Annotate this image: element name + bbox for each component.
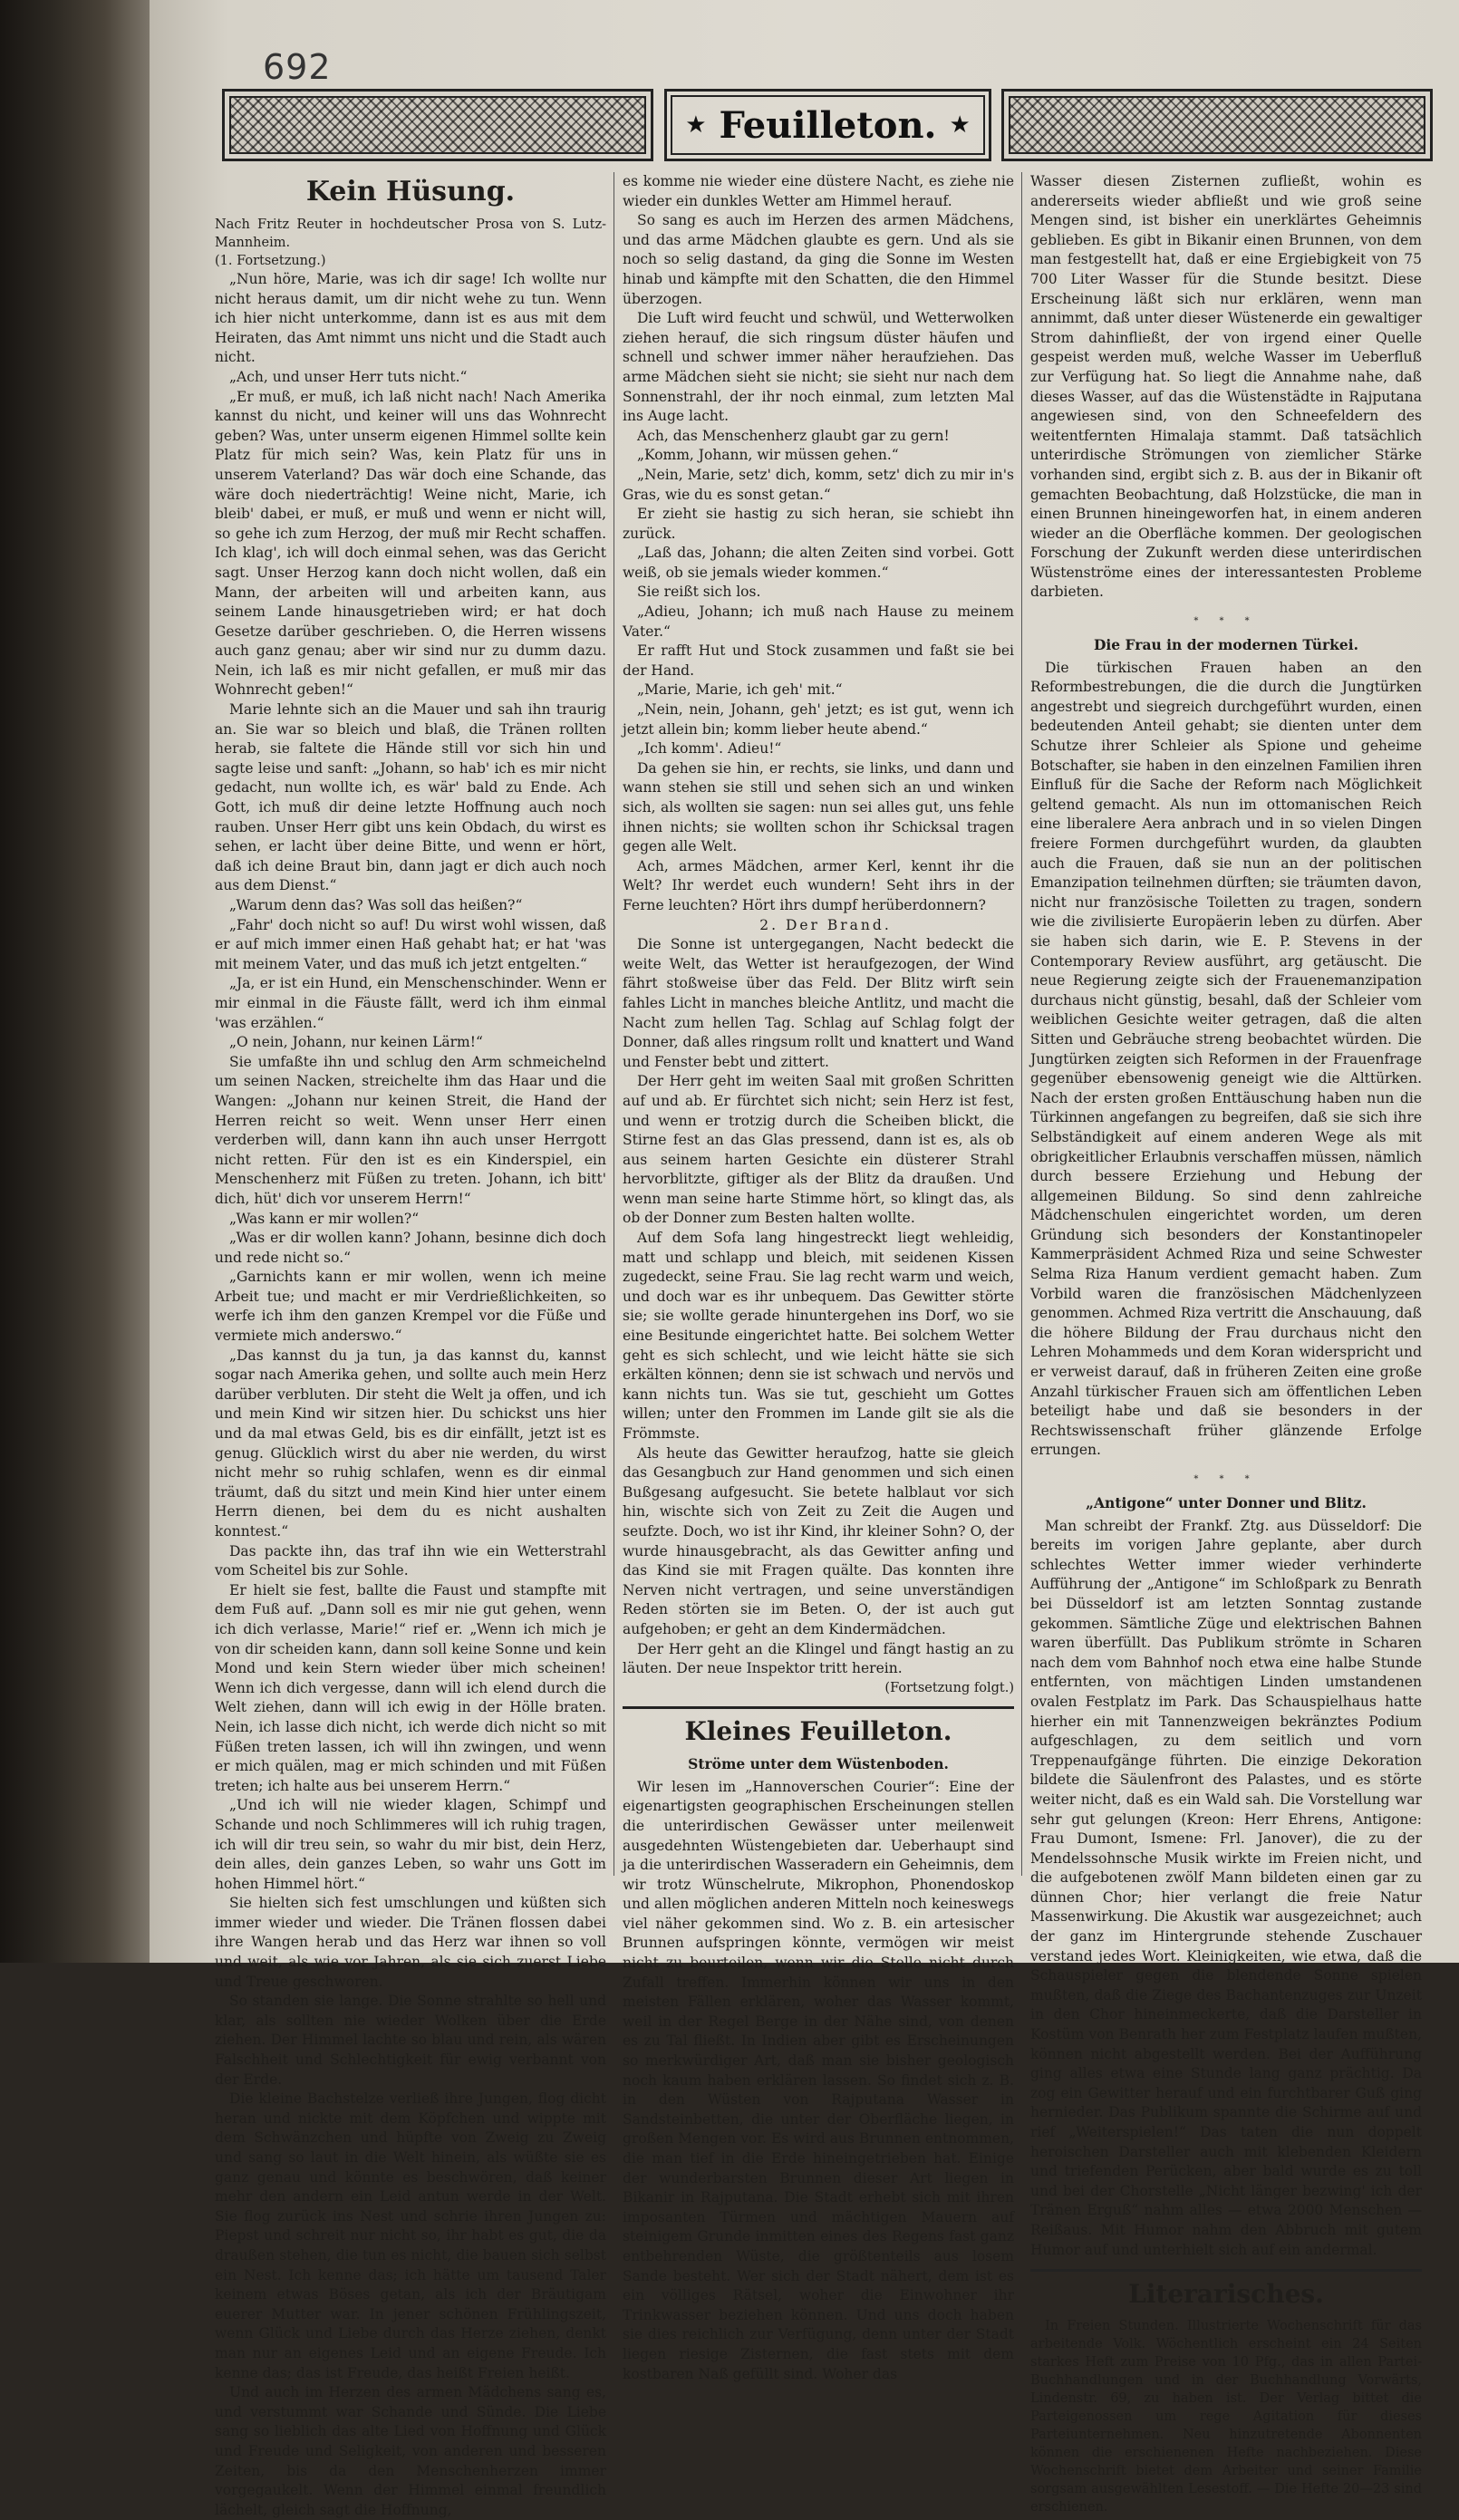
newspaper-page <box>150 0 1459 2518</box>
paragraph: Er rafft Hut und Stock zusammen und faßt sie bei der Hand. <box>623 642 1014 679</box>
paragraph: Auf dem Sofa lang hingestreckt liegt wehleidig, matt und schlapp und bleich, mit seidenen Kissen zugedeckt, seine Frau. Sie lag recht warm und weich, und doch war es ihr unbequem. Das Gewitter störte sie; sie wollte gerade hinuntergehen ins Dorf, wo sie eine Besitunde eingerichtet hatte. Bei solchem Wetter geht es sich schlecht, und wie leicht hätte sie sich erkälten können; denn sie ist schwach und nervös und kann nichts tun. Was sie tut, geschieht um Gottes willen; unter den Frommen im Lande gilt sie als die Frömmste. <box>623 1230 1014 1442</box>
paragraph: Marie lehnte sich an die Mauer und sah ihn traurig an. Sie war so bleich und blaß, die Tränen rollten herab, sie faltete die Hände still vor sich hin und sagte leise und sanft: „Johann, so hab' ich es mir nicht gedacht, nun wollte ich, es wär' bald zu Ende. Ach Gott, ich muß dir deine letzte Hoffnung auch noch rauben. Unser Herr gibt uns kein Obdach, du wirst es sehen, er lacht über deine Bitte, und wenn er hört, daß ich deine Braut bin, dann jagt er dich auch noch aus dem Dienst.“ <box>215 701 606 894</box>
book-binding <box>0 0 150 1963</box>
paragraph: „Und ich will nie wieder klagen, Schimpf und Schande und noch Schlimmeres will ich ruhig tragen, ich will dir treu sein, so wahr du mir bist, dein Herz, dein alles, dein ganzes Leben, so wahr uns Gott im hohen Himmel hört.“ <box>215 1797 606 1892</box>
paragraph: „Was er dir wollen kann? Johann, besinne dich doch und rede nicht so.“ <box>215 1230 606 1266</box>
paragraph: „O nein, Johann, nur keinen Lärm!“ <box>229 1034 483 1051</box>
page-number: 692 <box>263 47 332 87</box>
article-title: Die Frau in der modernen Türkei. <box>1093 635 1359 653</box>
paragraph: „Ja, er ist ein Hund, ein Menschenschinder. Wenn er mir einmal in die Fäuste fällt, werd ich ihm einmal 'was erzählen.“ <box>215 975 606 1031</box>
feuilleton-masthead <box>222 89 1427 161</box>
article-title: Ströme unter dem Wüstenboden. <box>688 1754 949 1772</box>
paragraph: „Marie, Marie, ich geh' mit.“ <box>637 681 843 699</box>
paragraph: „Was kann er mir wollen?“ <box>229 1210 420 1227</box>
article-text: Man schreibt der Frankf. Ztg. aus Düsseldorf: Die bereits im vorigen Jahre geplante, aber durch schlechtes Wetter immer wieder verhinderte Aufführung der „Antigone“ im Schloßpark zu Benrath bei Düsseldorf ist am letzten Sonntag zustande gekommen. Sämtliche Züge und elektrischen Bahnen waren überfüllt. Das Publikum strömte in Scharen nach dem vom Bahnhof noch etwa eine halbe Stunde entfernten, von mächtigen Linden umstandenen ovalen Festplatz im Park. Das Schauspielhaus hatte hierher ein mit Tannenzweigen bekränztes Podium aufgeschlagen, zu dem seitlich und vorn Treppenaufgänge führten. Die einzige Dekoration bildete die Säulenfront des Palastes, und es störte weiter nicht, daß es ein Wald sah. Die Vorstellung war sehr gut gelungen (Kreon: Herr Ehrens, Antigone: Frau Dumont, Ismene: Frl. Janover), die zu der Mendelssohnsche Musik wirkte im Freien nicht, und die aufgebotenen zwölf Mann bildeten einen gar zu dünnen Chor; hier verlangt die freie Natur Massenwirkung. Die Akustik war ausgezeichnet; auch der ganz im Hintergrunde stehende Zuschauer verstand jedes Wort. Kleinigkeiten, wie etwa, daß die Schauspieler gegen die blendende Sonne spielen mußten, daß die Ziege des Bachantenzuges zur Unzeit in den Chor hineinmeckerte, daß die Darsteller in Kostüm von Benrath her zum Festplatz laufen mußten, können nicht abgestellt werden. Bei der Aufführung ging alles etwa eine Stunde lang ganz prächtig. Da zog ein Gewitter herauf und ein furchtbarer Guß ging hernieder. Das Publikum spannte die Schirme auf und rief „Weiterspielen!“ Das taten die nun doppelt heroischen Darsteller auch mit klebenden Kleidern und triefenden Perücken, aber bald wurde es zu toll und bei der Chorstelle „Nicht länger bezwing' ich der Tränen Erguß“ nahm alles — etwa 2000 Menschen — Reißaus. Mit Humor nahm den Abbruch mit gutem Humor auf und unterhielt sich auf ein andermal. <box>1030 1517 1422 2258</box>
paragraph: „Er muß, er muß, ich laß nicht nach! Nach Amerika kannst du nicht, und keiner will uns das Wohnrecht geben? Was, unter unserm eigenen Himmel sollte kein Platz für mich sein? Was, kein Platz für uns in unserem Vaterland? Das wär doch eine Schande, das wäre doch niederträchtig! Weine nicht, Marie, ich bleib' dabei, er muß, er muß und wenn er nicht will, so gehe ich zum Herzog, der muß mir Recht schaffen. Ich klag', ich will doch einmal sehen, was das Gericht sagt. Unser Herzog kann doch nicht wollen, daß ein Mann, der arbeiten will und arbeiten kann, aus seinem Lande hinausgetrieben wird; er hat doch Gesetze darüber geschrieben. O, die Herren wissens auch ganz genau; aber wir sind nur zu dumm dazu. Nein, ich laß es mir nicht gefallen, er muß mir das Wohnrecht geben!“ <box>215 388 606 699</box>
paragraph: So standen sie lange. Die Sonne strahlte so hell und klar, als sollten nie wieder Wolken über die Erde ziehen. Der Himmel lachte so blau und rein, als wären Falschheit und Schlechtigkeit für ewig verbannt von der Erde. <box>215 1993 606 2088</box>
paragraph: Das packte ihn, das traf ihn wie ein Wetterstrahl vom Scheitel bis zur Sohle. <box>215 1542 606 1579</box>
ornament-left <box>222 89 653 161</box>
column-2 <box>623 172 1014 2382</box>
article-text: Wasser diesen Zisternen zufließt, wohin es andererseits wieder abfließt und wie groß seine Mengen sind, ist bisher ein unerklärtes Geheimnis geblieben. Es gibt in Bikanir einen Brunnen, von dem man festgestellt hat, daß er eine Ergiebigkeit von 75 700 Liter Wasser für die Stunde besitzt. Diese Erscheinung läßt sich nur erklären, wenn man annimmt, daß unter dieser Wüstenerde ein gewaltiger Strom dahinfließt, der von irgend einer Quelle gespeist werden muß, welche Wasser im Ueberfluß zur Verfügung hat. So liegt die Annahme nahe, daß dieses Wasser, auf das die Wüstenstädte in Rajputana angewiesen sind, von den Schneefeldern des weitentfernten Himalaja stammt. Daß tatsächlich unterirdische Strömungen von ziemlicher Stärke vorhanden sind, ergibt sich z. B. aus der in Bikanir oft gemachten Beobachtung, daß Holzstücke, die man in einen Brunnen hineingeworfen hat, in einem anderen wieder an die Oberfläche kommen. Der geologischen Forschung der Zukunft werden diese unterirdischen Wüstenströme eines der interessantesten Probleme darbieten. <box>1030 173 1422 601</box>
paragraph: Sie hielten sich fest umschlungen und küßten sich immer wieder und wieder. Die Tränen flossen dabei ihre Wangen herab und das Herz war ihnen so voll und weit, als wie vor Jahren, als sie sich zuerst Liebe und Treue geschworen. <box>215 1895 606 1990</box>
paragraph: „Nun höre, Marie, was ich dir sage! Ich wollte nur nicht heraus damit, um dir nicht wehe zu tun. Wenn ich hier nicht unterkomme, dann ist es aus mit dem Heiraten, das Amt nimmt uns nicht und die Stadt auch nicht. <box>215 271 606 366</box>
column-3 <box>1030 172 1422 2515</box>
separator-stars: * * * <box>1193 1474 1259 1484</box>
section-title: Feuilleton. <box>719 103 937 147</box>
article-text: In Freien Stunden. Illustrierte Wochenschrift für das arbeitende Volk. Wöchentlich erscheint ein 24 Seiten starkes Heft zum Preise von 10 Pfg., das in allen Partei-Buchhandlungen und in der Buchhandlung Vorwärts, Lindenstr. 69, zu haben ist. Der Verlag bittet die Parteigenossen um rege Agitation für dieses Parteiunternehmen. Neu hinzutretende Abonnenten können die erschienenen Hefte nachbeziehen. Diese Wochenschrift bietet dem Arbeiter und seiner Familie sorgsam ausgewählten Lesestoff. — Die Hefte 20—23 sind erschienen. <box>1030 2319 1422 2515</box>
paragraph: „Garnichts kann er mir wollen, wenn ich meine Arbeit tue; und macht er mir Verdrießlichkeiten, so werfe ich ihm den ganzen Krempel vor die Füße und vermiete mich anderswo.“ <box>215 1269 606 1345</box>
paragraph: Und auch im Herzen des armen Mädchens sang es, und verstummt war Schande und Sünde. Die Liebe sang so lieblich das alte Lied von Hoffnung und Glück und Freude und Seligkeit, von anderen und besseren Zeiten, bis da den Menschenherzen immer vorgegaukelt. Wenn der Himmel einmal freundlich lächelt, gleich sagt die Hoffnung, <box>215 2384 606 2518</box>
section-divider <box>1030 2269 1422 2272</box>
paragraph: Die Sonne ist untergegangen, Nacht bedeckt die weite Welt, das Wetter ist heraufgezogen, der Wind fährt stoßweise über das Feld. Der Blitz wirft sein fahles Licht in manches bleiche Antlitz, und macht die Nacht zum hellen Tag. Schlag auf Schlag folgt der Donner, daß alles ringsum rollt und knattert und Wand und Fenster bebt und zittert. <box>623 936 1014 1070</box>
story-byline: Nach Fritz Reuter in hochdeutscher Prosa von S. Lutz-Mannheim. <box>215 217 606 250</box>
star-icon: ★ <box>685 111 707 139</box>
paragraph: Als heute das Gewitter heraufzog, hatte sie gleich das Gesangbuch zur Hand genommen und sich einen Bußgesang aufgesucht. Sie betete halblaut vor sich hin, wischte sich von Zeit zu Zeit die Augen und seufzte. Doch, wo ist ihr Kind, ihr kleiner Sohn? O, der wurde hinausgebracht, als das Gewitter anfing und das Kind sie mit Fragen quälte. Das konnten ihre Nerven nicht vertragen, und seine unverständigen Reden störten sie im Beten. O, der ist auch gut aufgehoben; er geht an dem Kindermädchen. <box>623 1444 1014 1637</box>
paragraph: „Nein, nein, Johann, geh' jetzt; es ist gut, wenn ich jetzt allein bin; komm lieber heute abend.“ <box>623 701 1014 738</box>
paragraph: es komme nie wieder eine düstere Nacht, es ziehe nie wieder ein dunkles Wetter am Himmel herauf. <box>623 173 1014 209</box>
paragraph: Er hielt sie fest, ballte die Faust und stampfte mit dem Fuß auf. „Dann soll es mir nie gut gehen, wenn ich dich verlasse, Marie!“ rief er. „Wenn ich mich je von dir scheiden kann, dann soll keine Sonne und kein Mond und kein Stern wieder über mich scheinen! Wenn ich dich vergesse, dann will ich elend durch die Welt ziehen, dann will ich ewig in der Hölle braten. Nein, ich lasse dich nicht, ich werde dich nicht so mit Füßen treten lassen, ich will ihn zwingen, und wenn er mich quälen, mag er mich schinden und mit Füßen treten; ich halte aus bei unserem Herrn.“ <box>215 1581 606 1794</box>
article-text: Wir lesen im „Hannoverschen Courier“: Eine der eigenartigsten geographischen Erscheinungen stellen die unterirdischen Gewässer unter meilenweit ausgedehnten Wüstengebieten dar. Ueberhaupt sind ja die unterirdischen Wasseradern ein Geheimnis, dem wir trotz Wünschelrute, Mikrophon, Phonendoskop und allen möglichen anderen Mitteln noch keineswegs viel näher gekommen sind. Wo z. B. ein artesischer Brunnen aufspringen könnte, vermögen wir meist nicht zu beurteilen, wenn wir die Stelle nicht durch Zufall treffen. Immerhin können wir uns in den meisten Fällen erklären, woher das Wasser kommt, weil in der Regel Berge in der Nähe sind, von denen es zu Tal fließt. In Indien aber gibt es Erscheinungen so merkwürdiger Art, daß man sie bisher geologisch noch kaum haben erklären lassen. So findet sich z. B. in den Wüsten von Rajputana Wasser in Sandsteinbetten, die unter der Oberfläche liegen, in großen Mengen vor. Es wird aus Brunnen entnommen, die man tief in die Erde hineingetrieben hat. Einige der wunderbarsten Brunnen dieser Art liegen in Bikanir in Rajputana. Die Stadt erhebt sich mit ihren imposanten Türmen und mächtigen Mauern auf steinigem Grunde inmitten eines des Regens fast ganz entbehrenden Wüste, die größtenteils aus losem Sande besteht. Wer sich der Stadt nähert, dem ist es ein völliges Rätsel, woher die Einwohner ihr Trinkwasser beziehen können. Und uns doch haben sie dies reichlich zur Verfügung, denn unter der Stadt liegen riesige Zisternen, die fast stets mit dem kostbaren Naß gefüllt sind. Woher das <box>623 1778 1014 2382</box>
chapter-label: 2. Der Brand. <box>759 916 892 933</box>
paragraph: Er zieht sie hastig zu sich heran, sie schiebt ihn zurück. <box>623 506 1014 542</box>
paragraph: „Das kannst du ja tun, ja das kannst du, kannst sogar nach Amerika gehen, und sollte auch mein Herz darüber verbluten. Dir steht die Welt ja offen, und ich und mein Kind wir sitzen hier. Du schickst uns hier und da mal etwas Geld, bis es dir einfällt, jetzt ist es genug. Glücklich wirst du aber nie werden, du wirst nicht mehr so ruhig schlafen, wenn es dir einmal träumt, daß du sitzt und mein Kind hier unter einem Herrn dienen, bei dem du es nicht aushalten konntest.“ <box>215 1347 606 1540</box>
section-title-box <box>664 89 991 161</box>
article-title: „Antigone“ unter Donner und Blitz. <box>1086 1493 1367 1511</box>
column-1 <box>215 172 606 2518</box>
column-rule <box>1021 172 1022 1876</box>
paragraph: „Fahr' doch nicht so auf! Du wirst wohl wissen, daß er auf mich immer einen Haß gehabt hat; er hat 'was mit meinem Vater, und das muß ich jetzt entgelten.“ <box>215 916 606 972</box>
kleines-feuilleton-title: Kleines Feuilleton. <box>684 1715 952 1746</box>
paragraph: „Komm, Johann, wir müssen gehen.“ <box>637 447 899 464</box>
literarisches-title: Literarisches. <box>1128 2279 1324 2310</box>
ornament-right <box>1001 89 1433 161</box>
paragraph: Sie umfaßte ihn und schlug den Arm schmeichelnd um seinen Nacken, streichelte ihm das Haar und die Wangen: „Johann nur keinen Streit, die Hand der Herren reicht so weit. Wenn unser Herr einen verderben will, dann kann ihn auch unser Herrgott nicht retten. Für den ist es ein Kinderspiel, ein Menschenherz mit Füßen zu treten. Johann, ich bitt' dich, hüt' dich vor unserem Herrn!“ <box>215 1053 606 1207</box>
paragraph: Sie reißt sich los. <box>637 584 761 601</box>
paragraph: Da gehen sie hin, er rechts, sie links, und dann und wann stehen sie still und sehen sich an und winken sich, als wollten sie sagen: nun sei alles gut, uns fehle ihnen nichts; sie wollten schon ihr Schicksal tragen gegen alle Welt. <box>623 759 1014 855</box>
story-title: Kein Hüsung. <box>305 176 516 208</box>
paragraph: Die kleine Bachstelze verließ ihre Jungen, flog dicht heran und nickte mit dem Köpfchen und wippte mit dem Schwänzchen und hüpfte von Zweig zu Zweig und sang so laut in die Welt hinein, als wüßte sie es ganz genau und könnte es beschwören, daß keiner mehr den andern ein Leid antun werde in der Welt. Sie flog zurück ins Nest und schrie ihren Jungen zu: Piepst und schreit nur nicht so, ihr habt es gut, die da draußen stehen, die tun es nicht, die bauen sich selbst ein Nest. Ich kenne das; ich hätte um tausend Taler keinem etwas Böses getan, als ich der Bräutigam euerer Mutter war. In jener schönen Frühlingszeit, wenn Glück und Liebe durch das Herze ziehen, denkt man nur an eigenes Leid und an eigene Freude. Ich kenne das; das ist Freude, das heißt Freien heißt. <box>215 2090 606 2381</box>
paragraph: Der Herr geht im weiten Saal mit großen Schritten auf und ab. Er fürchtet sich nicht; sein Herz ist fest, und wenn er trotzig durch die Scheiben blickt, die Stirne fest an das Glas pressend, dann ist es, als ob aus seinem harten Gesichte ein düsterer Strahl hervorblitzte, giftiger als der Blitz da draußen. Und wenn man seine harte Stimme hört, so klingt das, als ob der Donner zum Besten halten wollte. <box>623 1073 1014 1227</box>
paragraph: Die Luft wird feucht und schwül, und Wetterwolken ziehen herauf, die sich ringsum düster häufen und schnell und schwer immer näher heraufziehen. Das arme Mädchen sieht sie nicht; sie sieht nur nach dem Sonnenstrahl, der ihr noch einmal, zum letzten Mal ins Auge lacht. <box>623 310 1014 425</box>
paragraph: „Adieu, Johann; ich muß nach Hause zu meinem Vater.“ <box>623 603 1014 640</box>
paragraph: Der Herr geht an die Klingel und fängt hastig an zu läuten. Der neue Inspektor tritt herein. <box>623 1640 1014 1677</box>
paragraph: So sang es auch im Herzen des armen Mädchens, und das arme Mädchen glaubte es gern. Und als sie noch so selig dastand, da ging die Sonne im Westen hinab und kämpfte mit den Schatten, die den Himmel überzogen. <box>623 212 1014 307</box>
story-continuation: (1. Fortsetzung.) <box>215 254 326 268</box>
separator-stars: * * * <box>1193 616 1259 627</box>
paragraph: Ach, armes Mädchen, armer Kerl, kennt ihr die Welt? Ihr werdet euch wundern! Seht ihrs in der Ferne leuchten? Hört ihrs dumpf herüberdonnern? <box>623 857 1014 913</box>
to-be-continued: (Fortsetzung folgt.) <box>884 1680 1014 1695</box>
paragraph: „Nein, Marie, setz' dich, komm, setz' dich zu mir in's Gras, wie du es sonst getan.“ <box>623 466 1014 503</box>
paragraph: „Warum denn das? Was soll das heißen?“ <box>229 897 523 913</box>
article-text: Die türkischen Frauen haben an den Reformbestrebungen, die die durch die Jungtürken angestrebt und siegreich durchgeführt wurden, einen bedeutenden Anteil gehabt; sie dienten unter dem Schutze ihrer Schleier als Spione und geheime Botschafter, sie haben in den einzelnen Familien ihren Einfluß für die Sache der Reform nach Möglichkeit geltend gemacht. Als nun im ottomanischen Reich eine liberalere Aera anbrach und in so vielen Dingen freiere Formen durchgeführt wurden, da glaubten auch die Frauen, daß sie nun an der politischen Emanzipation teilnehmen dürften; sie träumten davon, nicht nur französische Toiletten zu tragen, sondern wie die zivilisierte Europäerin leben zu dürfen. Aber sie haben sich darin, wie E. P. Stevens in der Contemporary Review ausführt, arg getäuscht. Die neue Regierung zeigte sich der Frauenemanzipation durchaus nicht günstig, besahl, daß der Schleier vom weiblichen Gesichte weiter getragen, daß die alten Sitten und Gebräuche streng beobachtet würden. Die Jungtürken zeigten sich Reformen in der Frauenfrage gegenüber ebensowenig geneigt wie die Alttürken. Nach der ersten großen Enttäuschung haben nun die Türkinnen angefangen zu begreifen, daß sie sich ihre Selbständigkeit auf einem anderen Wege als mit obrigkeitlicher Erlaubnis verschaffen müssen, nämlich durch bessere Erziehung und Hebung der allgemeinen Bildung. So sind denn zahlreiche Mädchenschulen eingerichtet worden, um deren Gründung sich besonders der Konstantinopeler Kammerpräsident Achmed Riza und seine Schwester Selma Riza Hanum verdient gemacht haben. Zum Vorbild waren die französischen Mädchenlyzeen genommen. Achmed Riza vertritt die Anschauung, daß die höhere Bildung der Frau durchaus nicht den Lehren Mohammeds und dem Koran widerspricht und er verweist darauf, daß in früheren Zeiten eine große Anzahl türkischer Frauen sich am öffentlichen Leben beteiligt habe und daß sie besonders in der Rechtswissenschaft früher glänzende Erfolge errungen. <box>1030 659 1422 1459</box>
section-divider <box>623 1706 1014 1709</box>
paragraph: „Laß das, Johann; die alten Zeiten sind vorbei. Gott weiß, ob sie jemals wieder kommen.“ <box>623 545 1014 581</box>
paragraph: Ach, das Menschenherz glaubt gar zu gern! <box>637 427 950 444</box>
star-icon: ★ <box>949 111 971 139</box>
paragraph: „Ach, und unser Herr tuts nicht.“ <box>229 368 468 385</box>
paragraph: „Ich komm'. Adieu!“ <box>637 740 782 758</box>
